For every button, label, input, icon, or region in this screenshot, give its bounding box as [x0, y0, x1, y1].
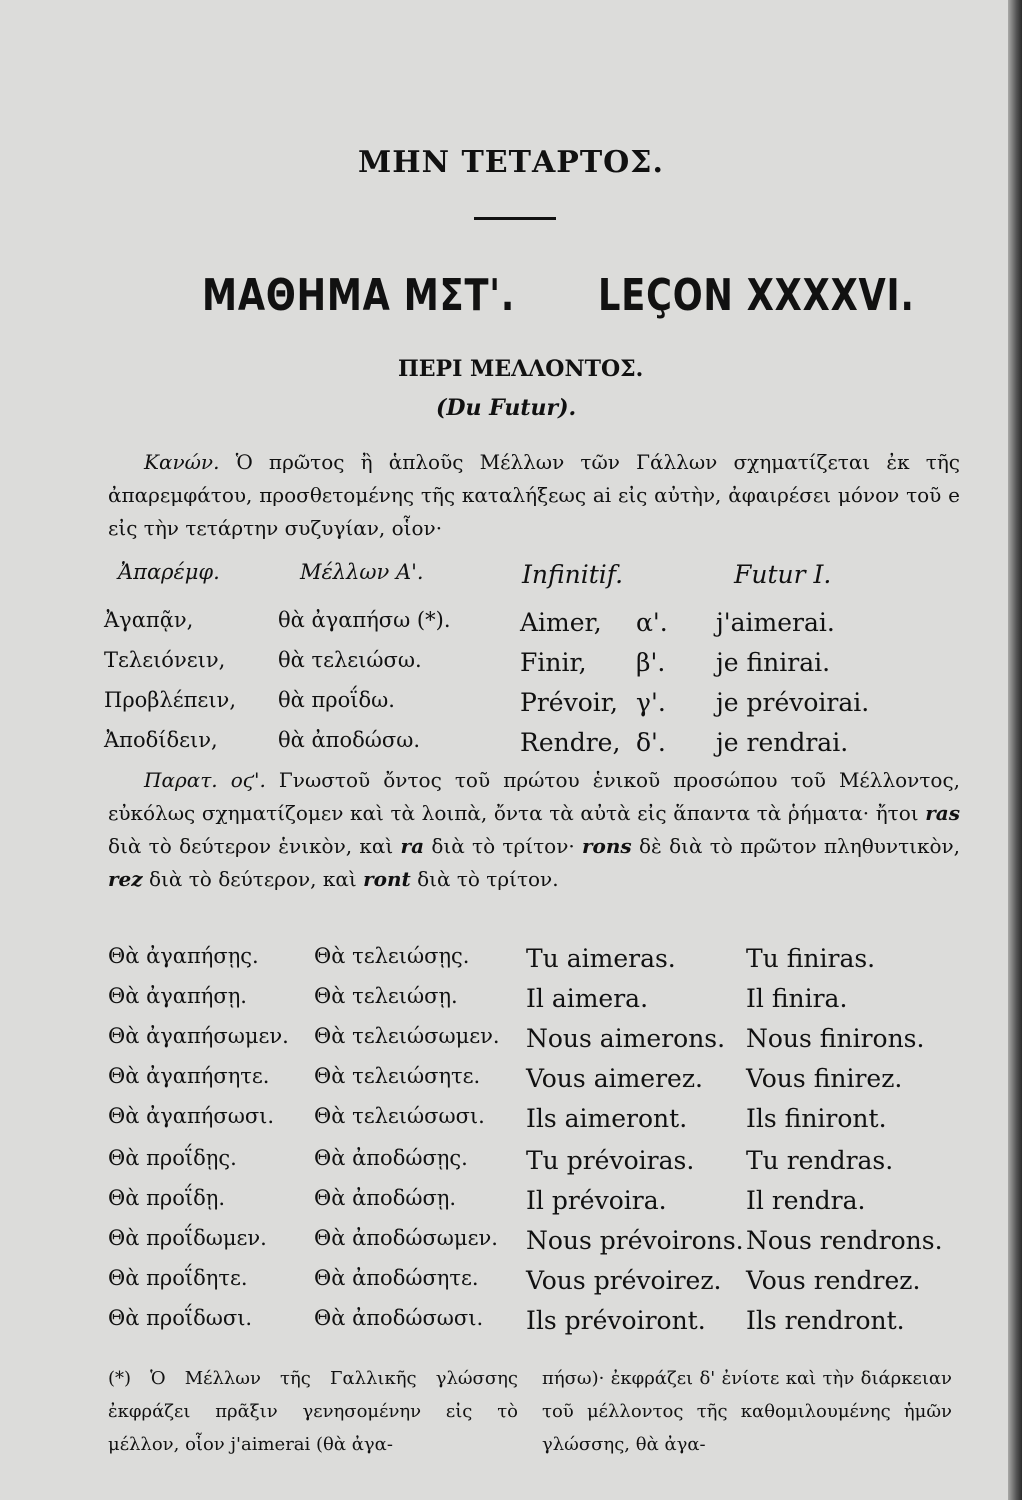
cell: je finirai. — [716, 648, 831, 677]
cell: Θὰ προΐδωμεν. — [108, 1226, 267, 1250]
cell: Nous prévoirons. — [526, 1226, 744, 1255]
table-header-row — [104, 560, 964, 608]
cell: Vous aimerez. — [526, 1064, 703, 1093]
header-rule — [474, 217, 556, 220]
header-col-5: Futur I. — [734, 560, 832, 589]
footnote-left — [108, 1362, 518, 1461]
rule-label: Κανών. — [144, 450, 220, 474]
cell: Il rendra. — [746, 1186, 866, 1215]
cell: Il aimera. — [526, 984, 649, 1013]
remark-text-2: διὰ τὸ δεύτερον ἑνικὸν, καὶ — [108, 834, 394, 858]
cell: Θὰ προΐδῃ. — [108, 1186, 225, 1210]
cell: θὰ προΐδω. — [278, 688, 395, 712]
table-row — [104, 688, 964, 728]
cell: Il prévoira. — [526, 1186, 667, 1215]
lesson-title-french: LEÇON XXXXVI. — [598, 270, 915, 321]
cell: Ils prévoiront. — [526, 1306, 706, 1335]
cell: Ils aimeront. — [526, 1104, 688, 1133]
cell: Tu finiras. — [746, 944, 876, 973]
cell: Θὰ ἀγαπήσωσι. — [108, 1104, 275, 1128]
cell: Θὰ ἀγαπήσῃ. — [108, 984, 247, 1008]
cell: Nous aimerons. — [526, 1024, 726, 1053]
ending-ront: ront — [363, 867, 411, 891]
cell: Il finira. — [746, 984, 848, 1013]
page-header: ΜΗΝ ΤΕΤΑΡΤΟΣ. — [358, 145, 664, 180]
cell: Vous prévoirez. — [526, 1266, 722, 1295]
cell: δ'. — [636, 728, 666, 757]
remark-text-5: διὰ τὸ δεύτερον, καὶ — [148, 867, 357, 891]
header-col-2: Μέλλων Α'. — [300, 560, 424, 584]
ending-ras: ras — [925, 801, 960, 825]
page-edge — [1008, 0, 1022, 1500]
table-row — [104, 728, 964, 768]
cell: Vous rendrez. — [746, 1266, 921, 1295]
cell: Θὰ προΐδῃς. — [108, 1146, 237, 1170]
cell: Θὰ τελειώσητε. — [314, 1064, 481, 1088]
cell: Θὰ προΐδωσι. — [108, 1306, 253, 1330]
remark-paragraph — [108, 764, 960, 896]
lesson-title-greek: ΜΑΘΗΜΑ ΜΣΤ'. — [202, 270, 516, 321]
table-row — [104, 1306, 964, 1346]
cell: Vous finirez. — [746, 1064, 903, 1093]
table-row — [104, 1226, 964, 1266]
cell: Ἀποδίδειν, — [104, 728, 218, 752]
section-title-greek: ΠΕΡΙ ΜΕΛΛΟΝΤΟΣ. — [398, 356, 644, 382]
cell: θὰ τελειώσω. — [278, 648, 422, 672]
cell: Θὰ τελειώσῃ. — [314, 984, 458, 1008]
cell: Θὰ ἀποδώσητε. — [314, 1266, 479, 1290]
ending-rons: rons — [582, 834, 632, 858]
cell: Nous finirons. — [746, 1024, 925, 1053]
footnote-right-text: πήσω)· ἐκφράζει δ' ἐνίοτε καὶ τὴν διάρκειαν τοῦ μέλλοντος τῆς καθομιλουμένης ἡμῶν γλώσσης, θὰ ἀγα- — [542, 1368, 952, 1455]
table-row — [104, 1186, 964, 1226]
table-row — [104, 1024, 964, 1064]
cell: Θὰ ἀγαπήσωμεν. — [108, 1024, 289, 1048]
cell: je rendrai. — [716, 728, 849, 757]
cell: Θὰ ἀποδώσῃ. — [314, 1186, 457, 1210]
cell: Θὰ ἀγαπήσῃς. — [108, 944, 259, 968]
cell: Θὰ τελειώσωμεν. — [314, 1024, 500, 1048]
cell: Θὰ τελειώσωσι. — [314, 1104, 485, 1128]
rule-paragraph — [108, 446, 960, 545]
ending-rez: rez — [108, 867, 143, 891]
footnote-right — [542, 1362, 952, 1461]
cell: Tu prévoiras. — [526, 1146, 695, 1175]
section-title-french: (Du Futur). — [436, 395, 577, 421]
cell: Θὰ τελειώσῃς. — [314, 944, 470, 968]
cell: Θὰ ἀποδώσωμεν. — [314, 1226, 498, 1250]
cell: Ils finiront. — [746, 1104, 887, 1133]
remark-text-4: δὲ διὰ τὸ πρῶτον πληθυντικὸν, — [639, 834, 961, 858]
cell: Θὰ ἀποδώσωσι. — [314, 1306, 484, 1330]
cell: γ'. — [636, 688, 666, 717]
cell: Tu aimeras. — [526, 944, 676, 973]
conjugation-table-2 — [104, 1146, 964, 1346]
cell: Finir, — [520, 648, 587, 677]
table-row — [104, 944, 964, 984]
rule-text: Ὁ πρῶτος ἢ ἁπλοῦς Μέλλων τῶν Γάλλων σχηματίζεται ἐκ τῆς ἀπαρεμφάτου, προσθετομένης τῆς καταλήξεως ai εἰς αὐτὴν, ἀφαιρέσει μόνον τοῦ e εἰς τὴν τετάρτην συζυγίαν, οἷον· — [108, 450, 961, 540]
cell: Θὰ ἀποδώσῃς. — [314, 1146, 468, 1170]
cell: Nous rendrons. — [746, 1226, 943, 1255]
header-col-1: Ἀπαρέμφ. — [118, 560, 220, 584]
cell: Τελειόνειν, — [104, 648, 226, 672]
cell: θὰ ἀποδώσω. — [278, 728, 421, 752]
table-row — [104, 648, 964, 688]
cell: Rendre, — [520, 728, 621, 757]
cell: Prévoir, — [520, 688, 618, 717]
cell: Ils rendront. — [746, 1306, 905, 1335]
conjugation-table-1 — [104, 944, 964, 1144]
cell: Θὰ προΐδητε. — [108, 1266, 248, 1290]
table-row — [104, 1104, 964, 1144]
remark-text-6: διὰ τὸ τρίτον. — [417, 867, 559, 891]
infinitive-table — [104, 560, 964, 768]
cell: Ἀγαπᾷν, — [104, 608, 194, 632]
cell: θὰ ἀγαπήσω (*). — [278, 608, 451, 632]
table-row — [104, 1064, 964, 1104]
cell: je prévoirai. — [716, 688, 870, 717]
table-row — [104, 1146, 964, 1186]
cell: Θὰ ἀγαπήσητε. — [108, 1064, 270, 1088]
table-row — [104, 984, 964, 1024]
ending-ra: ra — [400, 834, 425, 858]
footnote-left-text: (*) Ὁ Μέλλων τῆς Γαλλικῆς γλώσσης ἐκφράζει πρᾶξιν γενησομένην εἰς τὸ μέλλον, οἷον j'aimerai (θὰ ἀγα- — [108, 1368, 518, 1455]
header-col-3: Infinitif. — [522, 560, 624, 589]
table-row — [104, 608, 964, 648]
cell: Tu rendras. — [746, 1146, 894, 1175]
remark-label: Παρατ. οϛ'. — [144, 768, 266, 792]
cell: j'aimerai. — [716, 608, 835, 637]
remark-text-3: διὰ τὸ τρίτον· — [431, 834, 575, 858]
table-row — [104, 1266, 964, 1306]
cell: Προβλέπειν, — [104, 688, 236, 712]
cell: α'. — [636, 608, 668, 637]
cell: Aimer, — [520, 608, 602, 637]
cell: β'. — [636, 648, 666, 677]
remark-text-1: Γνωστοῦ ὄντος τοῦ πρώτου ἑνικοῦ προσώπου τοῦ Μέλλοντος, εὐκόλως σχηματίζομεν καὶ τὰ λοιπὰ, ὄντα τὰ αὐτὰ εἰς ἅπαντα τὰ ῥήματα· ἤτοι — [108, 768, 961, 825]
